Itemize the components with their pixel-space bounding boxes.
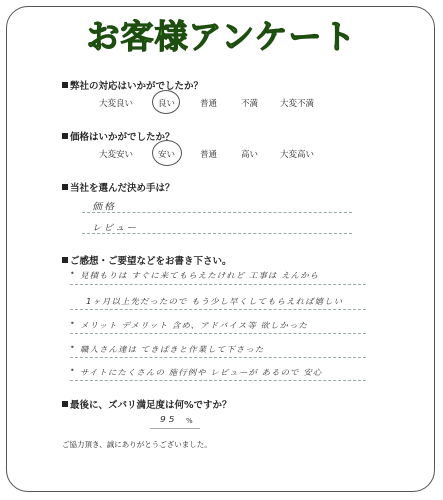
q3-answer-1: 価格 (92, 202, 116, 213)
q4-rule-5 (70, 380, 366, 381)
q2-selected-circle (152, 140, 182, 166)
question-3 (62, 180, 175, 194)
q4-answer-line-2: 1ヶ月以上先だったので もう少し早くしてもらえれば嬉しい (86, 297, 344, 307)
q4-rule-2 (70, 309, 366, 310)
q5-unit: % (186, 417, 193, 425)
bullet-square-icon (62, 184, 68, 190)
bullet-square-icon (62, 133, 68, 139)
bullet-square-icon (62, 82, 68, 88)
q1-option-1[interactable]: 大変良い (99, 99, 134, 109)
q4-bullet-dot: • (70, 269, 75, 278)
q4-answer-line-5: サイトにたくさんの 施行例や レビューが あるので 安心 (80, 368, 323, 378)
q3-answer-2: レビュー (92, 223, 139, 234)
q4-bullet-dot: • (70, 319, 75, 328)
q4-bullet-dot: • (70, 366, 75, 375)
question-5 (62, 397, 232, 411)
q2-option-5[interactable]: 大変高い (280, 150, 315, 160)
q3-answer-line-2 (82, 233, 352, 234)
question-5-label: 最後に、ズバリ満足度は何%ですか？ (70, 400, 232, 411)
bullet-square-icon (62, 257, 68, 263)
question-1-label: 弊社の対応はいかがでしたか？ (70, 81, 204, 92)
q1-selected-circle (152, 90, 180, 114)
q1-option-3[interactable]: 普通 (200, 99, 218, 109)
q3-answer-line-1 (82, 212, 352, 213)
bullet-square-icon (62, 401, 68, 407)
q4-answer-line-3: メリット デメリット 含め、アドバイス等 欲しかった (80, 321, 308, 331)
q2-option-4[interactable]: 高い (241, 150, 259, 160)
q4-answer-line-4: 職人さん達は てきぱきと作業して下さった (80, 345, 265, 355)
question-2-label: 価格はいかがでしたか？ (70, 132, 175, 143)
q5-answer-line (150, 428, 200, 429)
q1-option-5[interactable]: 大変不満 (280, 99, 315, 109)
q2-option-2[interactable]: 安い (158, 150, 176, 160)
q4-rule-1 (70, 284, 366, 285)
q2-option-3[interactable]: 普通 (200, 150, 218, 160)
question-3-label: 当社を選んだ決め手は？ (70, 183, 175, 194)
q1-option-4[interactable]: 不満 (241, 99, 259, 109)
question-4-label: ご感想・ご要望などをお書き下さい。 (70, 256, 232, 267)
q4-answer-line-1: 見積もりは すぐに来てもらえたけれど 工事は えんから (80, 271, 320, 281)
q1-option-2[interactable]: 良い (158, 99, 176, 109)
q4-bullet-dot: • (70, 343, 75, 352)
question-1 (62, 78, 203, 92)
question-2 (62, 129, 175, 143)
q2-option-1[interactable]: 大変安い (99, 150, 134, 160)
thank-you-note: ご協力頂き、誠にありがとうございました。 (62, 440, 212, 449)
question-4 (62, 253, 232, 267)
q4-rule-4 (70, 357, 366, 358)
q5-answer: 95 (160, 415, 178, 425)
survey-title: お客様アンケート (86, 17, 357, 56)
q4-rule-3 (70, 333, 366, 334)
